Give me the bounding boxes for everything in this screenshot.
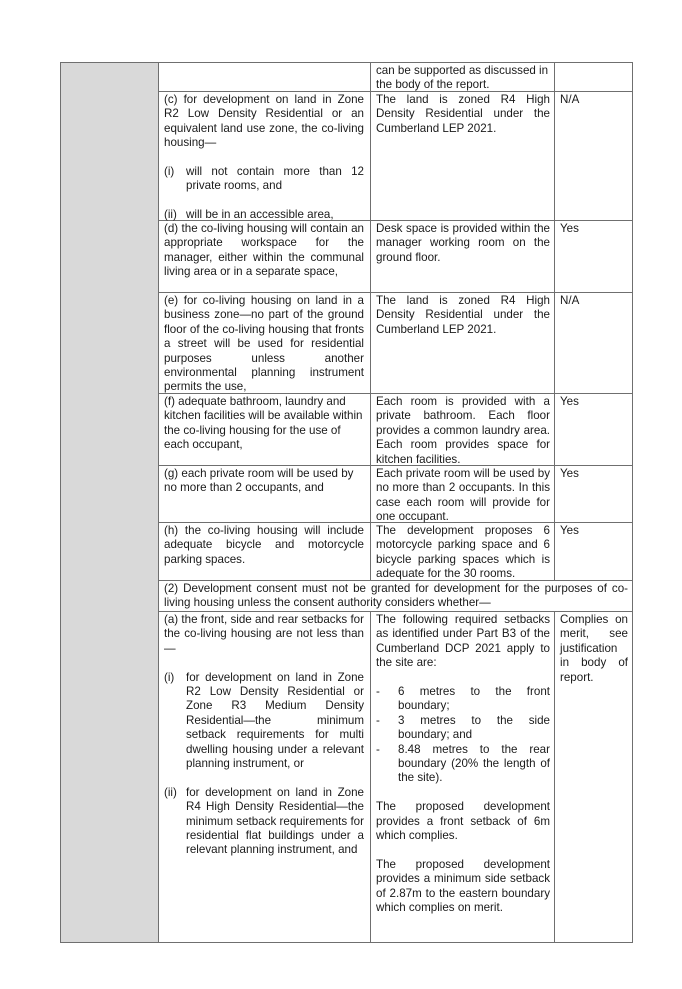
control-cell: (g) each private room will be used by no more than 2 occupants, and [164, 467, 354, 495]
list-item: (ii) will be in an accessible area, [164, 208, 334, 222]
column-divider [158, 62, 159, 942]
comment-text: The proposed development provides a front setback of 6m which complies. [376, 800, 550, 843]
complies-cell: Yes [560, 467, 579, 480]
table-border-left [60, 62, 61, 942]
complies-cell: Complies on merit, see justification in body of report. [560, 613, 628, 684]
comment-cell: Desk space is provided within the manager working room on the ground floor. [376, 222, 550, 264]
row-divider [158, 292, 633, 293]
section-heading: (2) Development consent must not be granted for development for the purposes of co-living housing unless the consent authority considers whether— [164, 582, 628, 610]
comment-cell: Each room is provided with a private bathroom. Each floor provides a common laundry area. Each room provides space for kitchen facilities. [376, 395, 550, 466]
list-item: - 3 metres to the side boundary; and [376, 713, 550, 742]
column-divider [370, 611, 371, 942]
table-border-bottom [60, 942, 633, 943]
table-border-right [632, 62, 633, 942]
list-item: (i) for development on land in Zone R2 Low Density Residential or Zone R3 Medium Density Residential—the minimum setback requirements for multi dwelling housing under a relevant planning instrument, or [164, 670, 364, 771]
list-item: (i) will not contain more than 12 private rooms, and [164, 165, 364, 193]
control-text: (c) for development on land in Zone R2 Low Density Residential or an equivalent land use zone, the co-living housing— [164, 93, 364, 150]
comment-text: The proposed development provides a minimum side setback of 2.87m to the eastern boundary which complies on merit. [376, 857, 550, 915]
row-divider [158, 611, 633, 612]
column-divider [554, 611, 555, 942]
complies-cell: Yes [560, 222, 579, 235]
control-text: (a) the front, side and rear setbacks for the co-living housing are not less than— [164, 613, 364, 655]
control-cell: (d) the co-living housing will contain an appropriate workspace for the manager, either within the communal living area or in a separate space, [164, 222, 364, 279]
comment-cell: The development proposes 6 motorcycle parking space and 6 bicycle parking spaces which is adequate for the 30 rooms. [376, 524, 550, 581]
control-cell [164, 613, 364, 858]
column-divider [370, 62, 371, 580]
comment-cell: Each private room will be used by no more than 2 occupants. In this case each room will provide for one occupant. [376, 467, 550, 524]
grey-margin-column [60, 62, 158, 942]
control-cell: (h) the co-living housing will include adequate bicycle and motorcycle parking spaces. [164, 524, 364, 566]
list-item: (ii) for development on land in Zone R4 High Density Residential—the minimum setback requirements for residential flat buildings under a relevant planning instrument, and [164, 785, 364, 857]
complies-cell: Yes [560, 524, 579, 537]
column-divider [554, 62, 555, 580]
comment-cell [376, 613, 550, 915]
control-cell: (f) adequate bathroom, laundry and kitchen facilities will be available within the co-living housing for the use of each occupant, [164, 395, 363, 452]
table-border-top [60, 62, 633, 63]
control-cell [164, 93, 364, 223]
compliance-table [60, 62, 633, 944]
comment-cell: can be supported as discussed in the body of the report. [376, 64, 549, 92]
complies-cell: N/A [560, 294, 580, 307]
comment-text: The following required setbacks as identified under Part B3 of the Cumberland DCP 2021 apply to the site are: [376, 613, 550, 670]
list-item: - 6 metres to the front boundary; [376, 685, 550, 713]
list-item: - 8.48 metres to the rear boundary (20% the length of the site). [376, 742, 550, 785]
complies-cell: Yes [560, 395, 579, 408]
comment-cell: The land is zoned R4 High Density Residential under the Cumberland LEP 2021. [376, 294, 550, 336]
control-cell: (e) for co-living housing on land in a business zone—no part of the ground floor of the co-living housing that fronts a street will be used for residential purposes unless another environmental planning instrument permits the use, [164, 294, 364, 394]
comment-cell: The land is zoned R4 High Density Residential under the Cumberland LEP 2021. [376, 93, 550, 135]
complies-cell: N/A [560, 93, 580, 106]
